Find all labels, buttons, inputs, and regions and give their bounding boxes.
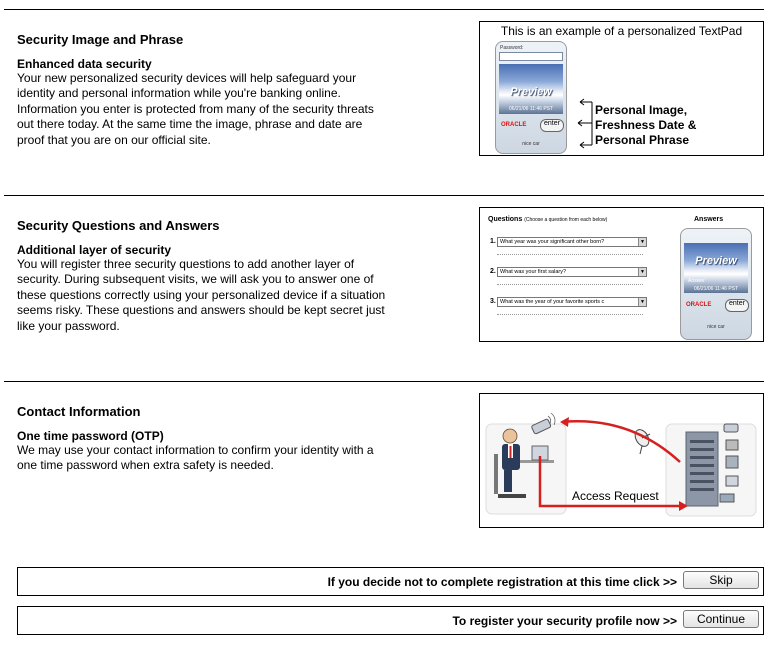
device-freshness-date: 06/21/06 11:46 PST xyxy=(693,286,739,292)
skip-button[interactable]: Skip xyxy=(683,571,759,589)
question-select-value: What year was your significant other born? xyxy=(500,239,605,245)
question-select-value: What was the year of your favorite sports c xyxy=(500,299,605,305)
question-number: 3. xyxy=(490,298,496,305)
chevron-down-icon: ▼ xyxy=(638,268,646,276)
section-title-contact: Contact Information xyxy=(17,404,141,419)
answer-underline xyxy=(497,254,643,256)
questions-header-label: Questions xyxy=(488,216,523,223)
section-divider xyxy=(4,195,764,196)
section-subtitle-contact: One time password (OTP) xyxy=(17,429,164,443)
device-security-image xyxy=(499,64,563,114)
textpad-example-panel xyxy=(479,21,764,156)
questions-hint: (Choose a question from each below) xyxy=(524,217,608,223)
skip-text: If you decide not to complete registration at this time click >> xyxy=(327,575,677,589)
otp-illustration-panel xyxy=(479,393,764,528)
device-answer-label: Answer xyxy=(688,278,705,284)
section-divider xyxy=(4,9,764,10)
access-request-label: Access Request xyxy=(572,489,659,503)
question-select xyxy=(497,267,647,277)
device-password-label: Password: xyxy=(500,45,524,51)
section-body-image-phrase: Your new personalized security devices will help safeguard your identity and personal information while you're banking online. Information you enter is protected from many of the security threats out there today. At the same time the image, phrase and date are proof that you are on our official site. xyxy=(17,71,374,147)
oracle-logo: ORACLE xyxy=(501,122,527,128)
device-preview-label: Preview xyxy=(695,255,737,267)
section-title-questions: Security Questions and Answers xyxy=(17,218,220,233)
continue-bar xyxy=(17,606,764,635)
question-number: 2. xyxy=(490,268,496,275)
chevron-down-icon: ▼ xyxy=(638,238,646,246)
section-subtitle-questions: Additional layer of security xyxy=(17,243,172,257)
device-security-image xyxy=(684,243,748,293)
section-body-questions: You will register three security questions to add another layer of security. During subsequent visits, we will ask you to answer one of these questions correctly using your personalized device if a situation seems risky. These questions and answers should be kept secret just like your password. xyxy=(17,257,386,333)
oracle-logo: ORACLE xyxy=(686,302,712,308)
questions-header xyxy=(488,216,607,223)
question-select xyxy=(497,237,647,247)
answers-header: Answers xyxy=(694,216,724,223)
callout-text xyxy=(595,103,696,148)
device-enter-key: enter xyxy=(540,119,564,132)
device-personal-phrase: nice car xyxy=(707,324,725,330)
continue-text: To register your security profile now >> xyxy=(452,614,677,628)
textpad-device-image xyxy=(495,41,567,154)
answers-device-image xyxy=(680,228,752,340)
section-title-image-phrase: Security Image and Phrase xyxy=(17,32,184,47)
section-subtitle-image-phrase: Enhanced data security xyxy=(17,57,152,71)
answer-underline xyxy=(497,284,643,286)
continue-button[interactable]: Continue xyxy=(683,610,759,628)
otp-illustration xyxy=(480,394,763,527)
device-password-field xyxy=(499,52,563,61)
device-enter-key: enter xyxy=(725,299,749,312)
question-select-value: What was your first salary? xyxy=(500,269,567,275)
device-preview-label: Preview xyxy=(510,86,552,98)
chevron-down-icon: ▼ xyxy=(638,298,646,306)
server-icon xyxy=(686,432,718,506)
section-body-contact: We may use your contact information to confirm your identity with a one time password when extra safety is needed. xyxy=(17,443,374,473)
questions-example-panel xyxy=(479,207,764,342)
device-freshness-date: 06/21/06 11:46 PST xyxy=(508,106,554,112)
device-personal-phrase: nice car xyxy=(522,141,540,147)
question-number: 1. xyxy=(490,238,496,245)
answer-underline xyxy=(497,314,643,316)
section-divider xyxy=(4,381,764,382)
skip-bar xyxy=(17,567,764,596)
callout-line-3: Personal Phrase xyxy=(595,133,690,147)
textpad-caption: This is an example of a personalized TextPad xyxy=(500,24,743,38)
callout-line-2: Freshness Date & xyxy=(595,118,697,132)
callout-line-1: Personal Image, xyxy=(595,103,688,117)
question-select xyxy=(497,297,647,307)
